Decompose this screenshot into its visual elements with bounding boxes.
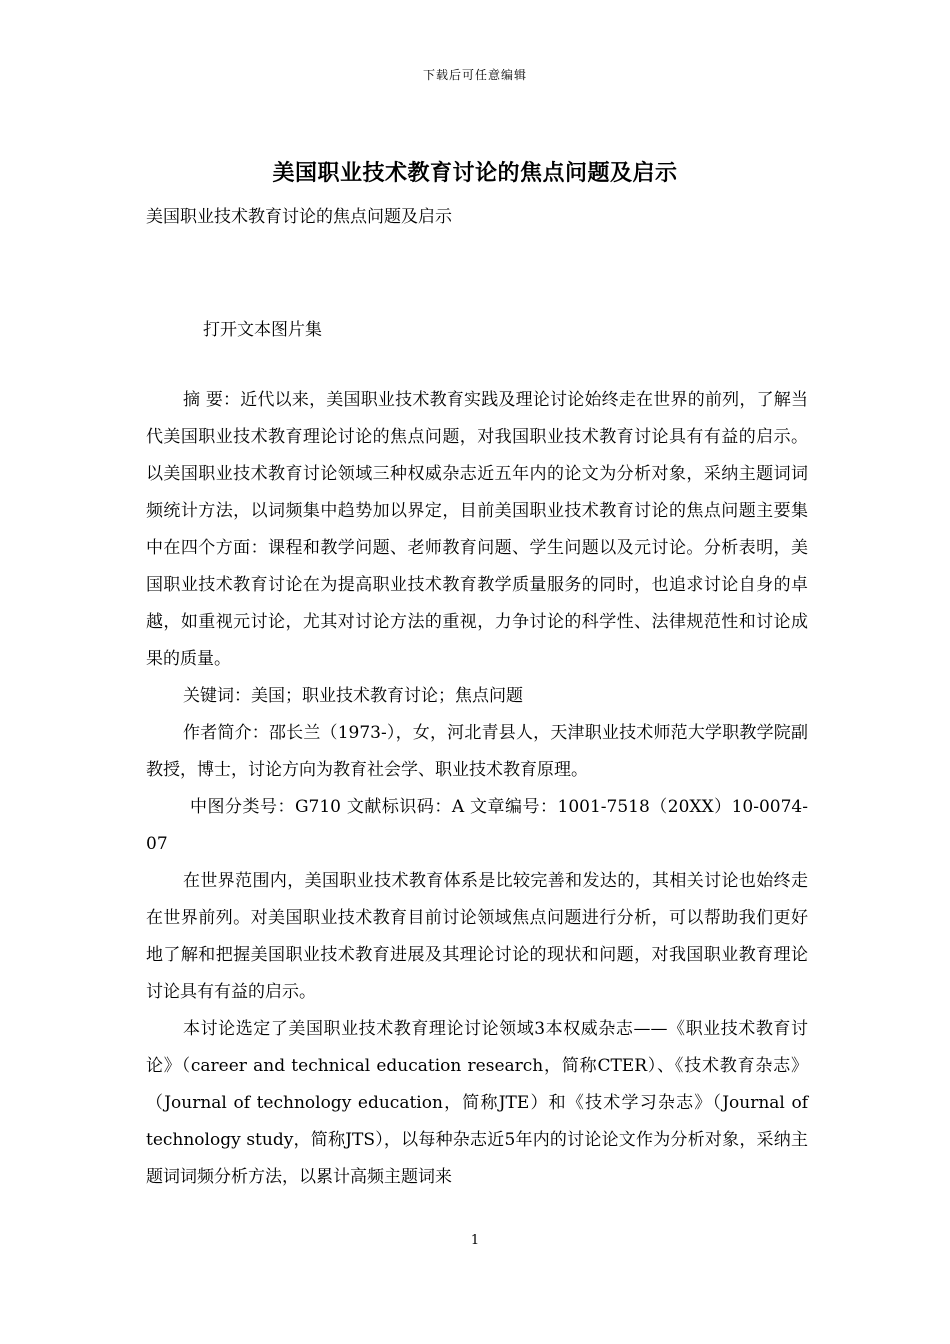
author-bio-paragraph: 作者简介：邵长兰（1973-），女，河北青县人，天津职业技术师范大学职教学院副教授，博士，讨论方向为教育社会学、职业技术教育原理。 bbox=[146, 723, 808, 780]
page-number: 1 bbox=[470, 1233, 480, 1248]
classification-paragraph: 中图分类号：G710 文献标识码：A 文章编号：1001-7518（20XX）10-0074-07 bbox=[146, 797, 808, 854]
document-title: 美国职业技术教育讨论的焦点问题及启示 bbox=[272, 160, 678, 186]
document-body bbox=[146, 382, 808, 1196]
image-gallery-link: 打开文本图片集 bbox=[203, 320, 322, 340]
method-paragraph: 本讨论选定了美国职业技术教育理论讨论领域3本权威杂志——《职业技术教育讨论》（career and technical education research，简称CTER）、《技术教育杂志》（Journal of technology education，简称JTE）和《技术学习杂志》（Journal of technology study，简称JTS），以每种杂志近5年内的讨论论文作为分析对象，采纳主题词词频分析方法，以累计高频主题词来 bbox=[146, 1019, 808, 1187]
document-subtitle: 美国职业技术教育讨论的焦点问题及启示 bbox=[146, 207, 452, 227]
keywords-paragraph: 关键词：美国；职业技术教育讨论；焦点问题 bbox=[183, 686, 523, 706]
page-header: 下载后可任意编辑 bbox=[422, 68, 527, 82]
intro-paragraph: 在世界范围内，美国职业技术教育体系是比较完善和发达的，其相关讨论也始终走在世界前列。对美国职业技术教育目前讨论领域焦点问题进行分析，可以帮助我们更好地了解和把握美国职业技术教育进展及其理论讨论的现状和问题，对我国职业教育理论讨论具有有益的启示。 bbox=[146, 871, 808, 1002]
abstract-paragraph: 摘 要：近代以来，美国职业技术教育实践及理论讨论始终走在世界的前列，了解当代美国职业技术教育理论讨论的焦点问题，对我国职业技术教育讨论具有有益的启示。以美国职业技术教育讨论领域三种权威杂志近五年内的论文为分析对象，采纳主题词词频统计方法，以词频集中趋势加以界定，目前美国职业技术教育讨论的焦点问题主要集中在四个方面：课程和教学问题、老师教育问题、学生问题以及元讨论。分析表明，美国职业技术教育讨论在为提高职业技术教育教学质量服务的同时，也追求讨论自身的卓越，如重视元讨论，尤其对讨论方法的重视，力争讨论的科学性、法律规范性和讨论成果的质量。 bbox=[146, 390, 808, 669]
